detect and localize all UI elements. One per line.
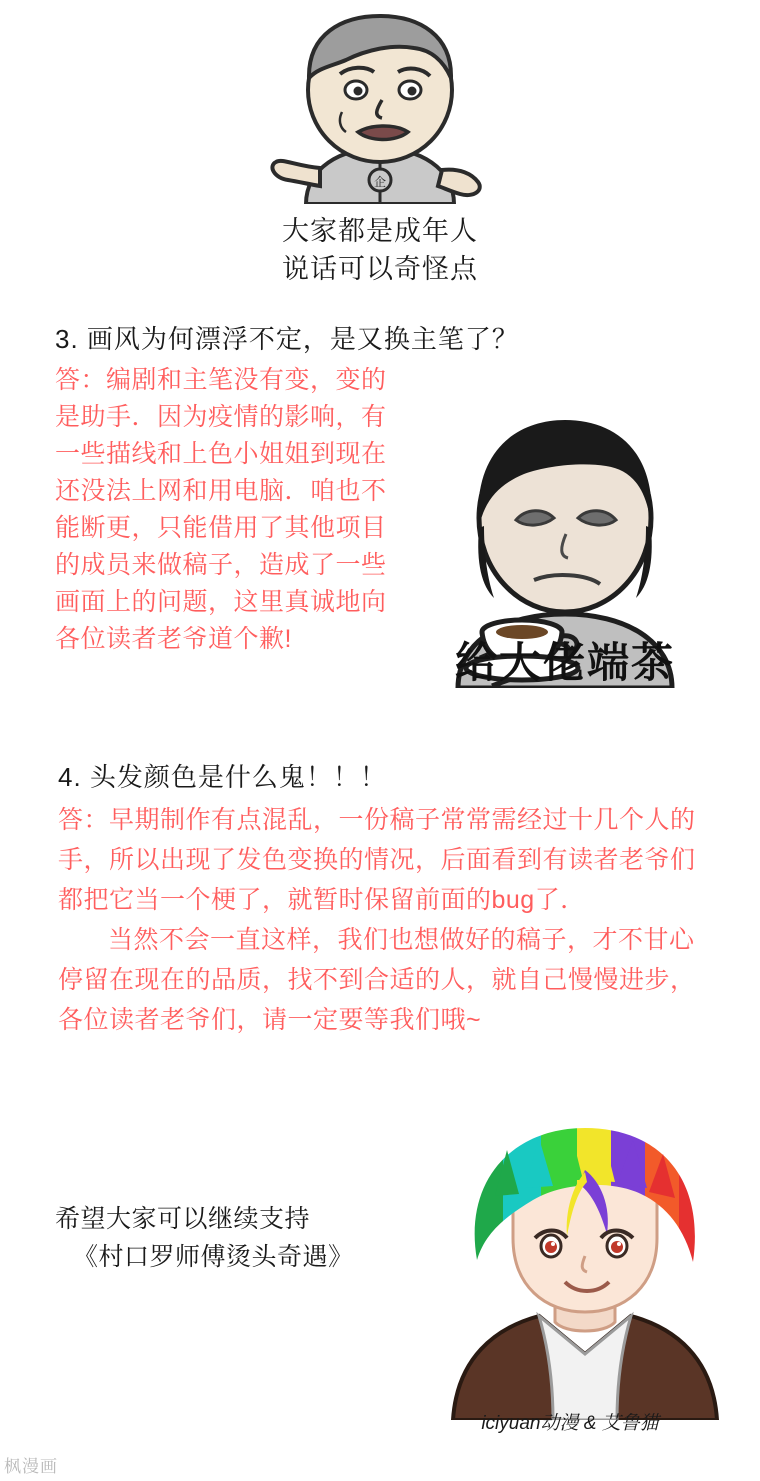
question-4-answer bbox=[58, 800, 713, 1040]
site-watermark: 枫漫画 bbox=[4, 1457, 58, 1476]
question-4-answer-p1: 答：早期制作有点混乱，一份稿子常常需经过十几个人的手，所以出现了发色变换的情况，后面看到有读者老爷们都把它当一个梗了，就暂时保留前面的bug了． bbox=[58, 806, 696, 914]
question-3-answer: 答：编剧和主笔没有变，变的是助手．因为疫情的影响，有一些描线和上色小姐姐到现在还没法上网和用电脑．咱也不能断更，只能借用了其他项目的成员来做稿子，造成了一些画面上的问题，这里真诚地向各位读者老爷道个歉! bbox=[55, 366, 387, 653]
closing-line2: 《村口罗师傅烫头奇遇》 bbox=[73, 1243, 354, 1271]
tea-meme-caption: 给大佬端茶 bbox=[454, 639, 675, 686]
closing-message bbox=[55, 1200, 455, 1276]
signature-credit: iciyuan动漫 & 艾鲁猫 bbox=[481, 1413, 659, 1434]
rainbow-haired-character-icon bbox=[435, 1110, 735, 1420]
top-meme-caption-line1: 大家都是成年人 bbox=[282, 216, 478, 246]
question-4-answer-p2: 当然不会一直这样，我们也想做好的稿子，才不甘心停留在现在的品质，找不到合适的人，就自己慢慢进步，各位读者老爷们，请一定要等我们哦~ bbox=[58, 926, 696, 1034]
top-meme-image bbox=[246, 8, 514, 204]
rainbow-hair-portrait bbox=[435, 1110, 735, 1420]
svg-text:企: 企 bbox=[373, 175, 387, 189]
top-meme-caption-line2: 说话可以奇怪点 bbox=[282, 254, 478, 284]
cartoon-man-gesturing-icon bbox=[246, 8, 514, 204]
top-meme-caption bbox=[0, 212, 760, 288]
question-4-title: 4. 头发颜色是什么鬼！！！ bbox=[58, 762, 387, 792]
question-3-title: 3. 画风为何漂浮不定，是又换主笔了？ bbox=[55, 324, 519, 354]
closing-line1: 希望大家可以继续支持 bbox=[55, 1205, 311, 1233]
